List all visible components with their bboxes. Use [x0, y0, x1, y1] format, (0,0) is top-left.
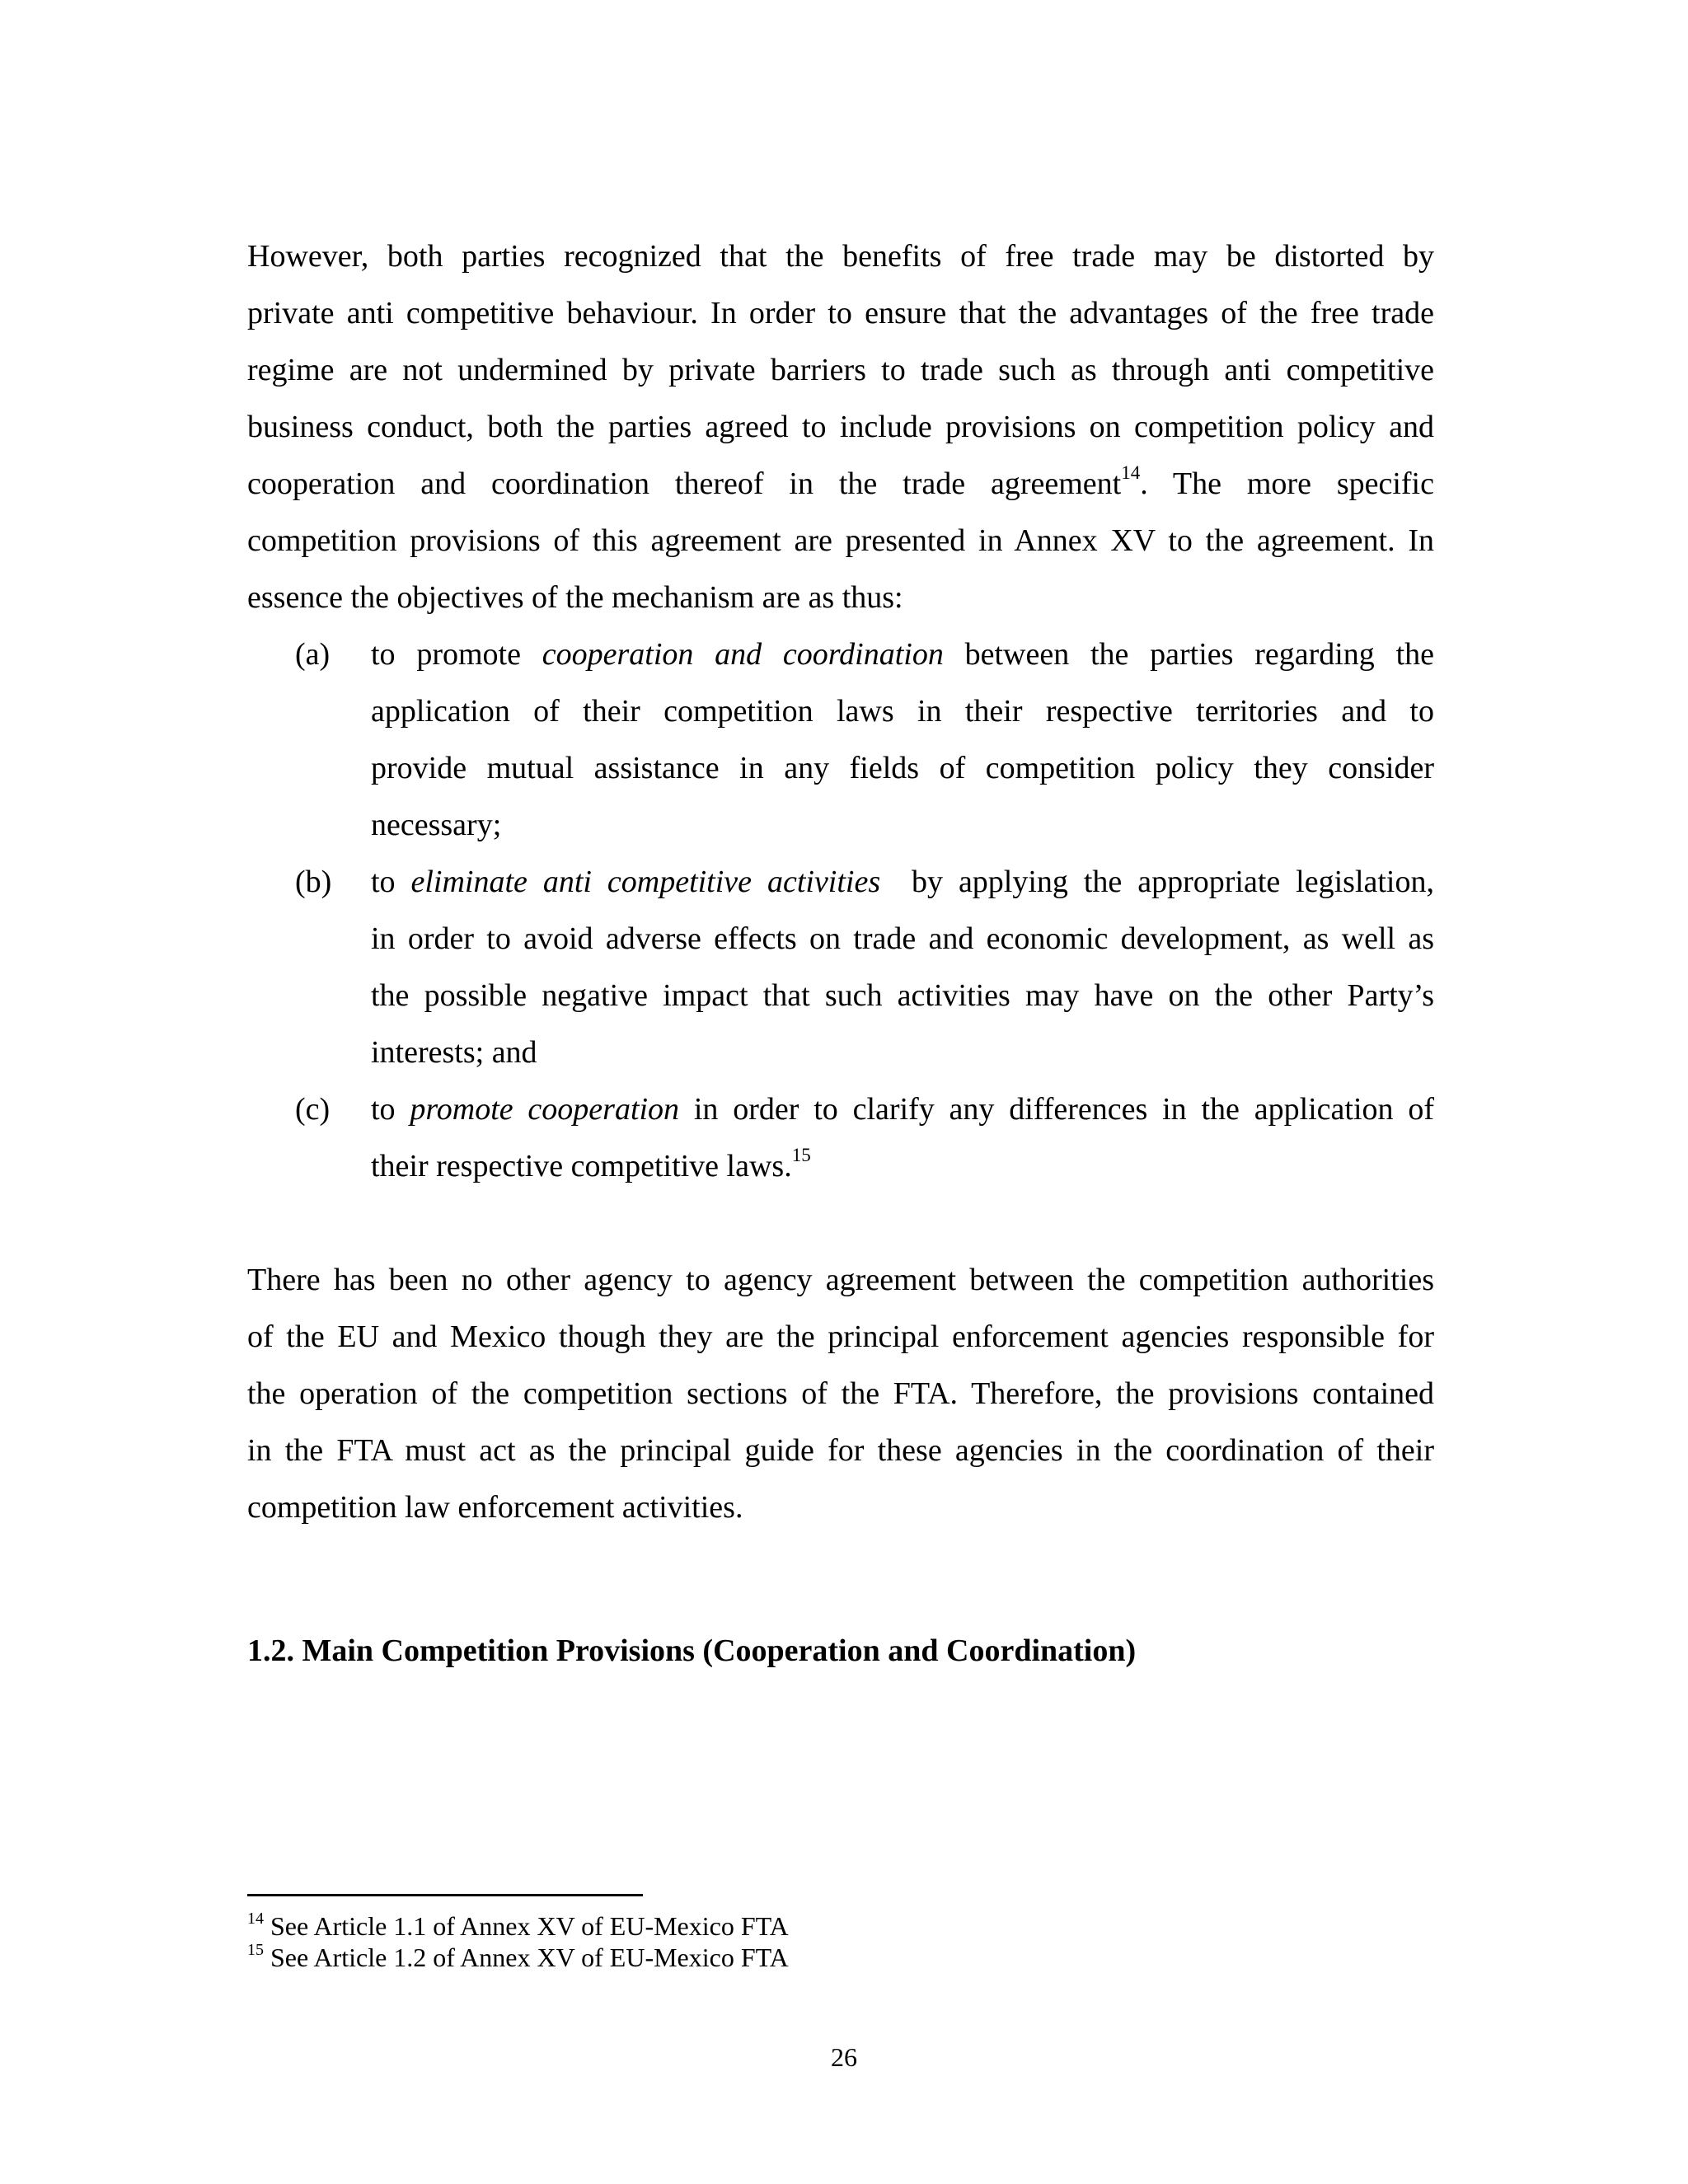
list-line: in order to avoid adverse effects on trade and economic development, as well as: [371, 921, 1434, 956]
list-text: to: [371, 1092, 410, 1127]
footnote-number: 15: [247, 1941, 264, 1960]
emphasis-text: promote cooperation: [410, 1092, 680, 1127]
paragraph-line: essence the objectives of the mechanism are as thus:: [247, 580, 903, 615]
list-text: in order to clarify any differences in the application of: [679, 1092, 1434, 1127]
paragraph-line: There has been no other agency to agency agreement between the competition authorities: [247, 1263, 1434, 1297]
list-line: the possible negative impact that such activities may have on the other Party’s: [371, 978, 1434, 1013]
paragraph-line: private anti competitive behaviour. In order to ensure that the advantages of the free trade: [247, 296, 1434, 330]
paragraph-text: cooperation and coordination thereof in the trade agreement: [247, 466, 1122, 501]
paragraph-line: [247, 456, 1434, 513]
footnotes: [247, 1910, 789, 1973]
list-line: necessary;: [371, 808, 502, 842]
paragraph-line: the operation of the competition sections of the FTA. Therefore, the provisions contained: [247, 1376, 1434, 1411]
footnote-ref-15: 15: [791, 1145, 811, 1166]
footnote-text: See Article 1.2 of Annex XV of EU-Mexico FTA: [264, 1943, 789, 1972]
emphasis-text: cooperation and coordination: [542, 637, 944, 672]
list-text: their respective competitive laws.: [371, 1149, 792, 1183]
list-line: provide mutual assistance in any fields of competition policy they consider: [371, 751, 1434, 785]
list-item-b: [247, 854, 1434, 1081]
paragraph-text: . The more specific: [1140, 466, 1434, 501]
section-heading: 1.2. Main Competition Provisions (Cooperation and Coordination): [247, 1633, 1137, 1668]
list-text: by applying the appropriate legislation,: [880, 865, 1434, 899]
list-line: application of their competition laws in their respective territories and to: [371, 694, 1434, 729]
paragraph-line: business conduct, both the parties agreed to include provisions on competition policy and: [247, 410, 1434, 444]
list-text: to promote: [371, 637, 542, 672]
paragraph-line: However, both parties recognized that the benefits of free trade may be distorted by: [247, 239, 1434, 274]
footnote-15: [247, 1942, 789, 1973]
list-line: [371, 626, 1434, 683]
footnote-ref-14: 14: [1121, 462, 1141, 484]
list-item-a: [247, 626, 1434, 854]
list-line: [371, 1081, 1434, 1138]
list-line: [371, 854, 1434, 911]
list-line: [371, 1138, 1434, 1195]
list-marker: (a): [295, 637, 331, 672]
paragraph-line: in the FTA must act as the principal guide for these agencies in the coordination of their: [247, 1433, 1434, 1468]
footnote-14: [247, 1910, 789, 1942]
paragraph-line: of the EU and Mexico though they are the principal enforcement agencies responsible for: [247, 1319, 1434, 1354]
emphasis-text: eliminate anti competitive activities: [410, 865, 881, 899]
list-line: interests; and: [371, 1035, 537, 1070]
page-number: 26: [831, 2042, 857, 2072]
footnote-divider: [247, 1894, 643, 1896]
footnote-number: 14: [247, 1910, 264, 1929]
list-text: between the parties regarding the: [943, 637, 1434, 672]
agency-paragraph: [247, 1252, 1434, 1536]
list-text: to: [371, 865, 411, 899]
list-marker: (b): [295, 865, 332, 899]
list-marker: (c): [295, 1092, 331, 1127]
footnote-text: See Article 1.1 of Annex XV of EU-Mexico FTA: [264, 1911, 789, 1941]
intro-paragraph: [247, 228, 1434, 626]
paragraph-line: competition provisions of this agreement are presented in Annex XV to the agreement. In: [247, 523, 1434, 558]
paragraph-line: competition law enforcement activities.: [247, 1490, 743, 1525]
list-item-c: [247, 1081, 1434, 1195]
paragraph-line: regime are not undermined by private barriers to trade such as through anti competitive: [247, 353, 1434, 387]
objectives-list: [247, 626, 1434, 1195]
